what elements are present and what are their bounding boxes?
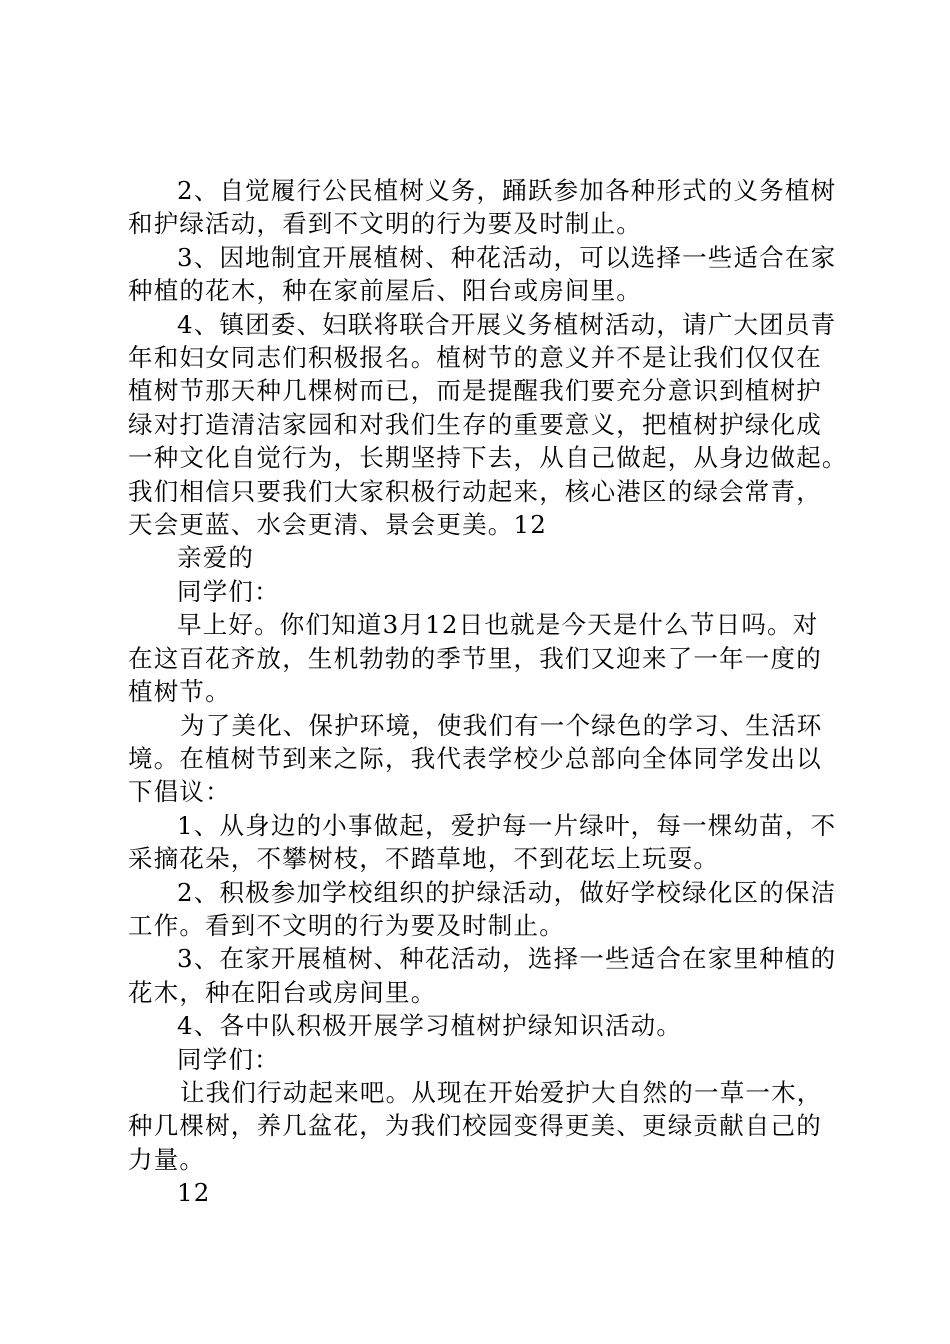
paragraph-line: 植树节那天种几棵树而已，而是提醒我们要充分意识到植树护 [128,376,822,406]
paragraph-line: 3、在家开展植树、种花活动，选择一些适合在家里种植的 [177,944,837,974]
paragraph-line: 1、从身边的小事做起，爱护每一片绿叶，每一棵幼苗，不 [177,810,837,840]
paragraph-line: 下倡议： [128,777,231,807]
paragraph-line: 2、积极参加学校组织的护绿活动，做好学校绿化区的保洁 [177,877,837,907]
paragraph-line: 年和妇女同志们积极报名。植树节的意义并不是让我们仅仅在 [128,343,822,373]
paragraph-line: 2、自觉履行公民植树义务，踊跃参加各种形式的义务植树 [177,176,837,205]
paragraph-line: 种植的花木，种在家前屋后、阳台或房间里。 [128,276,642,306]
paragraph-line: 工作。看到不文明的行为要及时制止。 [128,910,565,940]
paragraph-line: 让我们行动起来吧。从现在开始爱护大自然的一草一木， [180,1077,823,1107]
paragraph-line: 和护绿活动，看到不文明的行为要及时制止。 [128,209,642,239]
paragraph-line: 天会更蓝、水会更清、景会更美。12 [128,510,548,540]
paragraph-line: 采摘花朵，不攀树枝，不踏草地，不到花坛上玩耍。 [128,844,720,874]
paragraph-line: 为了美化、保护环境，使我们有一个绿色的学习、生活环 [180,710,823,740]
paragraph-line: 力量。 [128,1144,206,1174]
paragraph-line: 花木，种在阳台或房间里。 [128,977,437,1007]
document-body [128,174,848,1210]
salutation-line: 同学们： [177,1044,280,1074]
paragraph-line: 4、各中队积极开展学习植树护绿知识活动。 [177,1011,683,1041]
paragraph-line: 在这百花齐放，生机勃勃的季节里，我们又迎来了一年一度的 [128,643,822,673]
page-number: 12 [177,1178,211,1208]
paragraph-line: 一种文化自觉行为，长期坚持下去，从自己做起，从身边做起。 [128,443,848,473]
salutation-line: 同学们： [177,576,280,606]
salutation-line: 亲爱的 [177,543,255,573]
paragraph-line: 植树节。 [128,677,231,707]
paragraph-line: 早上好。你们知道3月12日也就是今天是什么节日吗。对 [177,610,819,640]
paragraph-line: 种几棵树，养几盆花，为我们校园变得更美、更绿贡献自己的 [128,1111,822,1141]
paragraph-line: 境。在植树节到来之际，我代表学校少总部向全体同学发出以 [128,743,822,773]
paragraph-line: 绿对打造清洁家园和对我们生存的重要意义，把植树护绿化成 [128,409,822,439]
paragraph-line: 4、镇团委、妇联将联合开展义务植树活动，请广大团员青 [177,309,837,339]
paragraph-line: 我们相信只要我们大家积极行动起来，核心港区的绿会常青， [128,476,822,506]
paragraph-line: 3、因地制宜开展植树、种花活动，可以选择一些适合在家 [177,242,837,272]
